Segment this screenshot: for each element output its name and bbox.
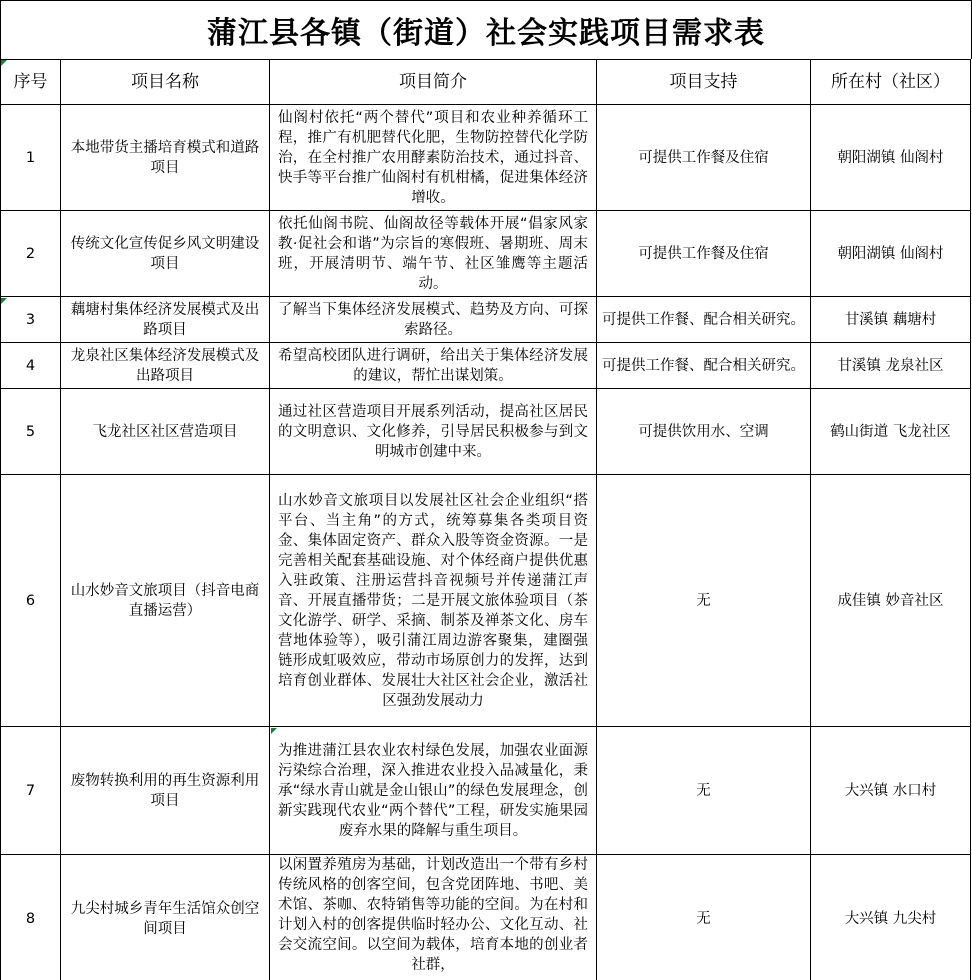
cell-location: 朝阳湖镇 仙阁村 (811, 105, 971, 211)
table-row (1, 211, 971, 297)
cell-no: 3 (1, 297, 61, 343)
cell-no: 4 (1, 343, 61, 389)
table-row (1, 475, 971, 727)
cell-name: 传统文化宣传促乡风文明建设项目 (61, 211, 270, 297)
project-table (0, 59, 971, 980)
cell-support: 可提供工作餐及住宿 (597, 105, 811, 211)
cell-intro (270, 855, 597, 980)
cell-intro: 了解当下集体经济发展模式、趋势及方向、可探索路径。 (270, 297, 597, 343)
cell-intro-text: 以闲置养殖房为基础，计划改造出一个带有乡村传统风格的创客空间，包含党团阵地、书吧、美术馆、茶咖、农特销售等功能的空间。为在村和计划入村的创客提供临时轻办公、文化互动、社会交流空间。以空间为载体，培育本地的创业者社群， (278, 857, 588, 973)
cell-name: 山水妙音文旅项目（抖音电商直播运营） (61, 475, 270, 727)
header-row (1, 60, 971, 105)
cell-name: 藕塘村集体经济发展模式及出路项目 (61, 297, 270, 343)
cell-support: 无 (597, 475, 811, 727)
cell-intro: 希望高校团队进行调研，给出关于集体经济发展的建议，帮忙出谋划策。 (270, 343, 597, 389)
cell-location: 大兴镇 水口村 (811, 727, 971, 855)
table-row (1, 297, 971, 343)
cell-name: 飞龙社区社区营造项目 (61, 389, 270, 475)
cell-name: 九尖村城乡青年生活馆众创空间项目 (61, 855, 270, 980)
cell-support: 可提供工作餐、配合相关研究。 (597, 297, 811, 343)
cell-name: 废物转换利用的再生资源利用项目 (61, 727, 270, 855)
cell-support: 可提供饮用水、空调 (597, 389, 811, 475)
table-row (1, 727, 971, 855)
table-row (1, 389, 971, 475)
cell-intro: 为推进蒲江县农业农村绿色发展，加强农业面源污染综合治理，深入推进农业投入品减量化，秉承“绿水青山就是金山银山”的绿色发展理念，创新实践现代农业“两个替代”工程，研发实施果园废弃水果的降解与重生项目。 (270, 727, 597, 855)
cell-support: 无 (597, 855, 811, 980)
table-row (1, 343, 971, 389)
cell-name: 本地带货主播培育模式和道路项目 (61, 105, 270, 211)
table-row (1, 855, 971, 980)
header-name: 项目名称 (61, 60, 270, 105)
cell-intro: 仙阁村依托“两个替代”项目和农业种养循环工程，推广有机肥替代化肥，生物防控替代化学防治，在全村推广农用酵素防治技术，通过抖音、快手等平台推广仙阁村有机柑橘，促进集体经济增收。 (270, 105, 597, 211)
cell-intro (270, 475, 597, 727)
cell-no: 2 (1, 211, 61, 297)
table-title: 蒲江县各镇（街道）社会实践项目需求表 (0, 0, 972, 59)
header-location: 所在村（社区） (811, 60, 971, 105)
cell-location: 成佳镇 妙音社区 (811, 475, 971, 727)
cell-comment-marker (271, 728, 277, 734)
cell-location: 鹤山街道 飞龙社区 (811, 389, 971, 475)
cell-comment-marker (1, 60, 7, 66)
cell-no: 1 (1, 105, 61, 211)
cell-no: 5 (1, 389, 61, 475)
cell-comment-marker (1, 298, 7, 304)
cell-no: 7 (1, 727, 61, 855)
cell-no: 6 (1, 475, 61, 727)
cell-location: 朝阳湖镇 仙阁村 (811, 211, 971, 297)
cell-support: 无 (597, 727, 811, 855)
header-no: 序号 (1, 60, 61, 105)
cell-intro: 依托仙阁书院、仙阁故径等载体开展“倡家风家教·促社会和谐”为宗旨的寒假班、暑期班、周末班，开展清明节、端午节、社区雏鹰等主题活动。 (270, 211, 597, 297)
cell-support: 可提供工作餐、配合相关研究。 (597, 343, 811, 389)
cell-location: 甘溪镇 龙泉社区 (811, 343, 971, 389)
cell-support: 可提供工作餐及住宿 (597, 211, 811, 297)
cell-name: 龙泉社区集体经济发展模式及出路项目 (61, 343, 270, 389)
cell-location: 大兴镇 九尖村 (811, 855, 971, 980)
cell-location: 甘溪镇 藕塘村 (811, 297, 971, 343)
cell-intro: 通过社区营造项目开展系列活动，提高社区居民的文明意识、文化修养，引导居民积极参与到文明城市创建中来。 (270, 389, 597, 475)
header-support: 项目支持 (597, 60, 811, 105)
cell-intro-text: 山水妙音文旅项目以发展社区社会企业组织“搭平台、当主角”的方式，统筹募集各类项目资金、集体固定资产、群众入股等资金资源。一是完善相关配套基础设施、对个体经商户提供优惠入驻政策、注册运营抖音视频号并传递蒲江声音、开展直播带货；二是开展文旅体验项目（茶文化游学、研学、采摘、制茶及禅茶文化、房车营地体验等），吸引蒲江周边游客聚集，建圈强链形成虹吸效应，带动市场原创力的发挥，达到培育创业群体、发展壮大社区社会企业，激活社区强劲发展动力 (278, 492, 588, 709)
table-row (1, 105, 971, 211)
cell-no: 8 (1, 855, 61, 980)
header-intro: 项目简介 (270, 60, 597, 105)
